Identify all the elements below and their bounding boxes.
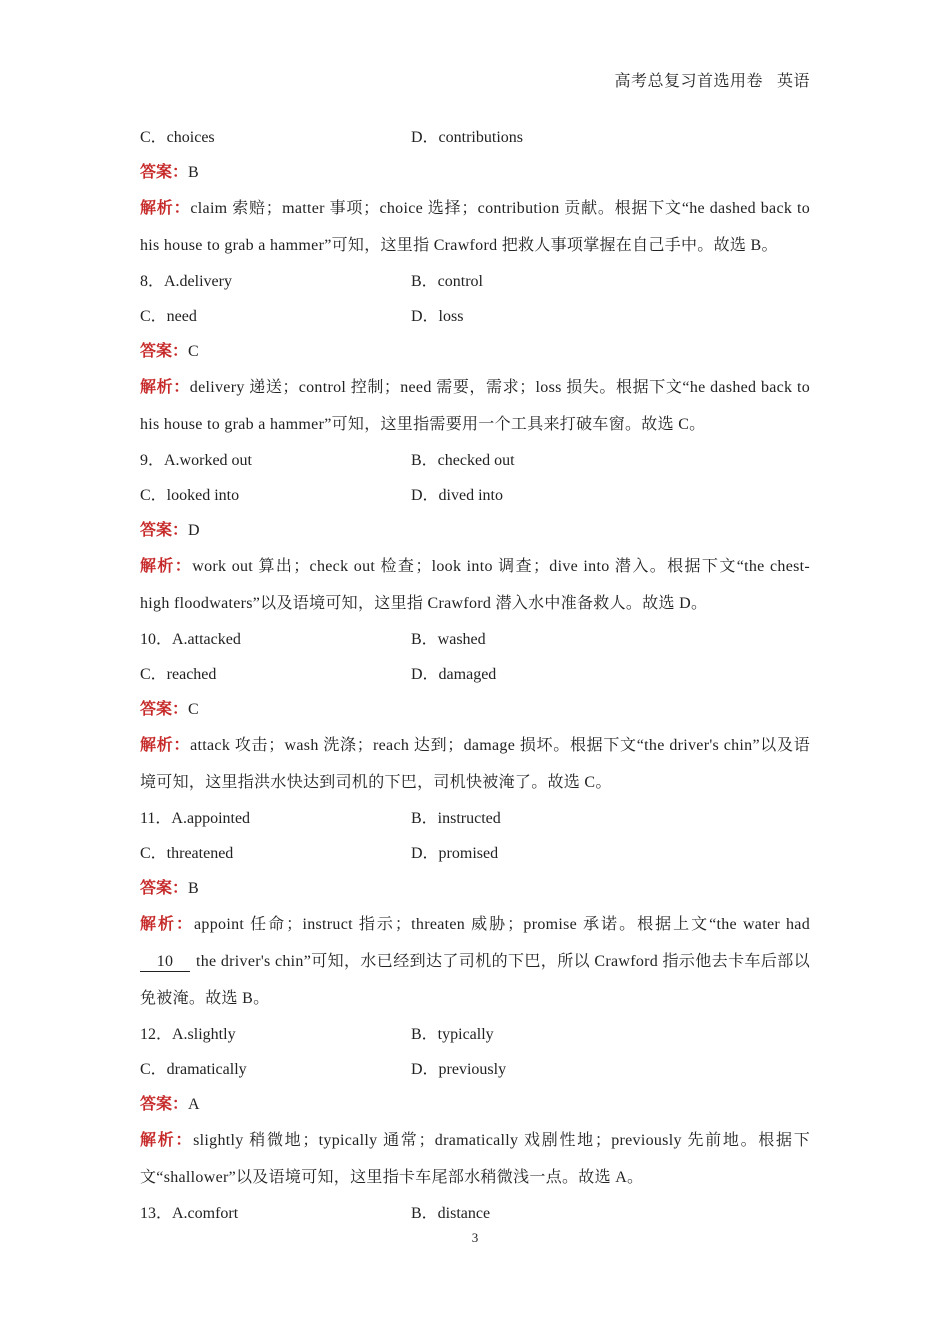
options-row [140,264,810,299]
options-row [140,801,810,836]
blank-10: 10 [140,953,190,972]
options-row [140,478,810,513]
option-b: B．instructed [411,810,501,827]
explanation-text: claim 索赔；matter 事项；choice 选择；contribution 贡献。根据下文“he dashed back to his house to grab a hammer”可知，这里指 Crawford 把救人事项掌握在自己手中。故选 B。 [140,200,811,254]
answer-line [140,334,810,369]
option-d: D．loss [411,308,464,325]
header-title: 高考总复习首选用卷 [614,73,763,90]
option-b: B．control [411,273,483,290]
option-c: C．threatened [140,845,234,862]
answer-line [140,692,810,727]
options-row [140,836,810,871]
header-subject: 英语 [776,73,810,90]
options-row [140,657,810,692]
answer-value: C [188,701,199,718]
option-b: B．typically [411,1026,494,1043]
document-body [140,120,810,1231]
explanation [140,369,810,443]
options-row [140,443,810,478]
option-a: 9．A.worked out [140,452,252,469]
option-d: D．promised [411,845,499,862]
explanation [140,906,810,1017]
option-c: C．reached [140,666,217,683]
answer-label: 答案： [140,701,189,718]
explanation-text: appoint 任命；instruct 指示；threaten 威胁；promise 承诺。根据上文“the water had [194,916,810,933]
explanation-label: 解析： [140,379,190,396]
explanation [140,190,810,264]
answer-label: 答案： [140,880,189,897]
explanation-label: 解析： [140,916,195,933]
option-a: 10．A.attacked [140,631,241,648]
explanation-text-continued: the driver's chin”可知，水已经到达了司机的下巴，所以 Crawford 指示他去卡车后部以免被淹。故选 B。 [140,953,810,1007]
answer-value: B [188,164,199,181]
answer-value: C [188,343,199,360]
page-header [614,68,810,91]
explanation-text: attack 攻击；wash 洗涤；reach 达到；damage 损坏。根据下文“the driver's chin”以及语境可知，这里指洪水快达到司机的下巴，司机快被淹了。故选 C。 [140,737,810,791]
options-row [140,120,810,155]
option-d: D．contributions [411,129,523,146]
options-row [140,622,810,657]
answer-line [140,513,810,548]
answer-label: 答案： [140,1096,189,1113]
answer-line [140,155,810,190]
option-c: C．need [140,308,197,325]
explanation-text: slightly 稍微地；typically 通常；dramatically 戏剧性地；previously 先前地。根据下文“shallower”以及语境可知，这里指卡车尾部水稍微浅一点。故选 A。 [140,1132,810,1186]
options-row [140,1052,810,1087]
answer-label: 答案： [140,522,189,539]
option-c: C．looked into [140,487,240,504]
option-c: C．dramatically [140,1061,247,1078]
option-a: 8．A.delivery [140,273,232,290]
option-d: D．previously [411,1061,507,1078]
explanation-text: work out 算出；check out 检查；look into 调查；dive into 潜入。根据下文“the chest-high floodwaters”以及语境可知，这里指 Crawford 潜入水中准备救人。故选 D。 [140,558,810,612]
explanation [140,1122,810,1196]
options-row [140,1017,810,1052]
option-d: D．damaged [411,666,497,683]
options-row [140,299,810,334]
option-c: C．choices [140,129,215,146]
option-b: B．checked out [411,452,515,469]
option-b: B．washed [411,631,486,648]
explanation [140,548,810,622]
option-b: B．distance [411,1205,491,1222]
answer-value: B [188,880,199,897]
explanation-label: 解析： [140,200,191,217]
option-a: 11．A.appointed [140,810,251,827]
explanation-label: 解析： [140,1132,194,1149]
explanation-label: 解析： [140,558,193,575]
explanation-label: 解析： [140,737,191,754]
answer-value: A [188,1096,200,1113]
option-a: 12．A.slightly [140,1026,236,1043]
answer-line [140,1087,810,1122]
answer-value: D [188,522,200,539]
explanation [140,727,810,801]
option-d: D．dived into [411,487,503,504]
page-number: 3 [471,1230,479,1245]
explanation-text: delivery 递送；control 控制；need 需要，需求；loss 损失。根据下文“he dashed back to his house to grab a hammer”可知，这里指需要用一个工具来打破车窗。故选 C。 [140,379,810,433]
answer-line [140,871,810,906]
answer-label: 答案： [140,164,189,181]
answer-label: 答案： [140,343,189,360]
option-a: 13．A.comfort [140,1205,239,1222]
options-row [140,1196,810,1231]
